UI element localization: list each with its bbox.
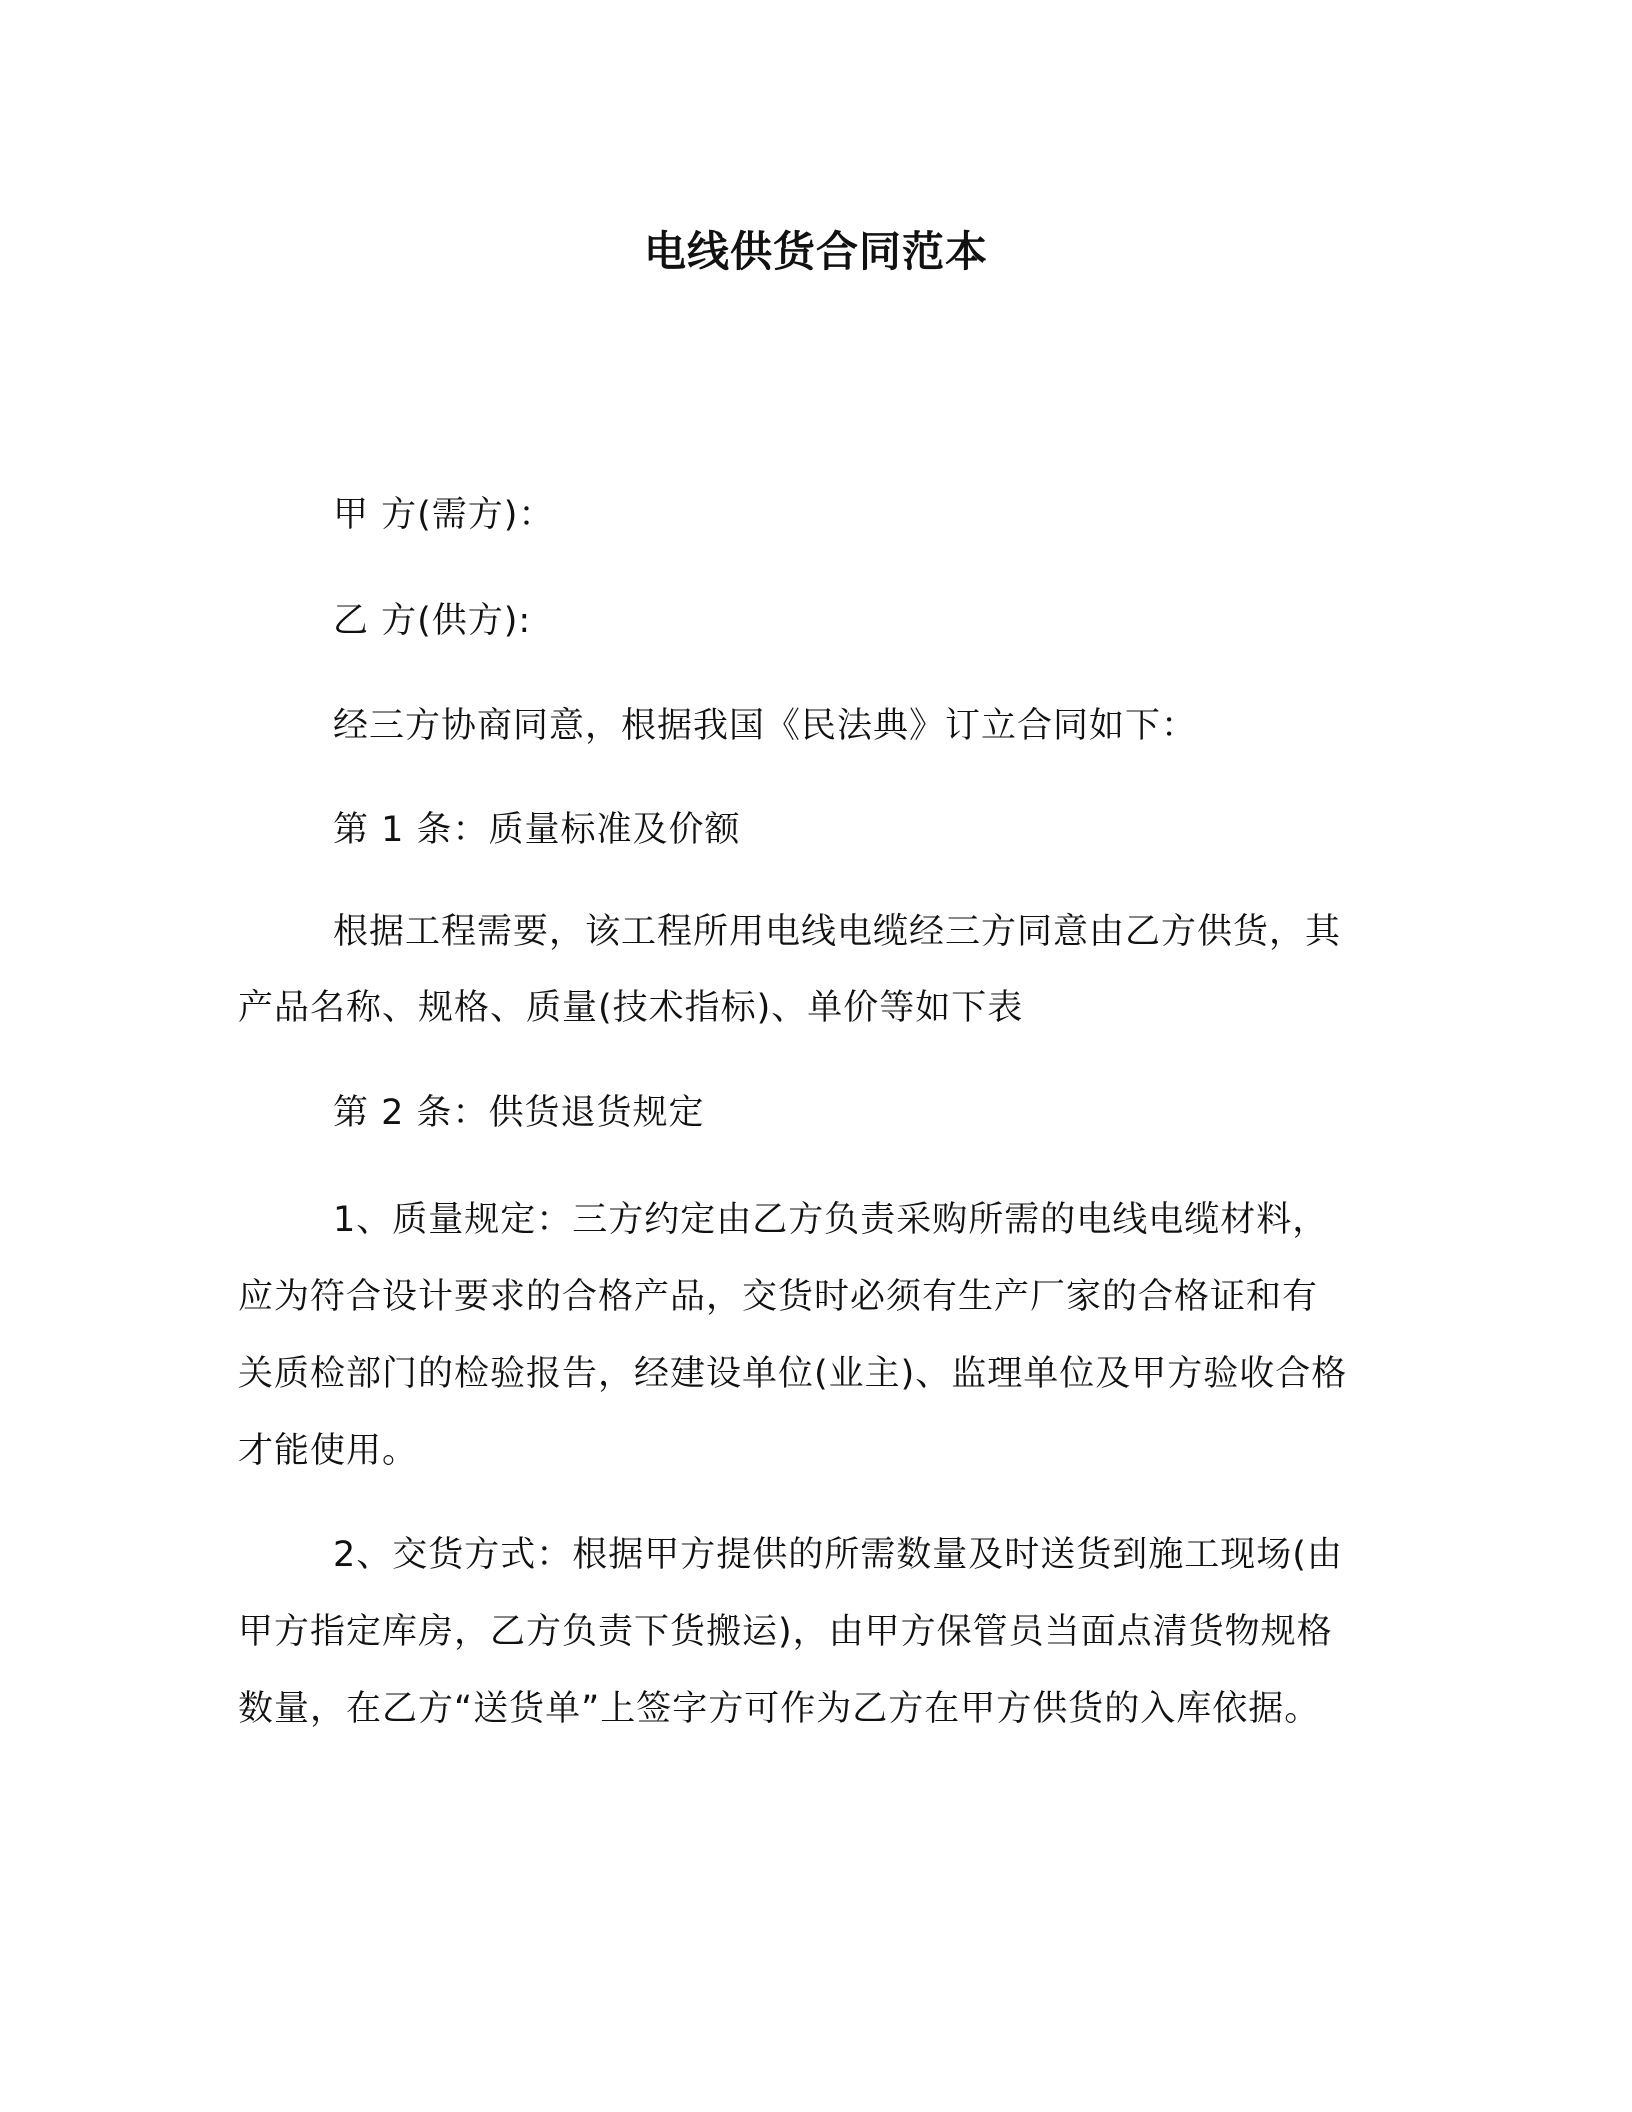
preamble-line: 经三方协商同意，根据我国《民法典》订立合同如下： [333, 706, 1198, 746]
document-title: 电线供货合同范本 [643, 227, 988, 276]
article-1-paragraph-line: 产品名称、规格、质量(技术指标)、单价等如下表 [238, 988, 1024, 1028]
article-2-item-2-line: 甲方指定库房，乙方负责下货搬运)，由甲方保管员当面点清货物规格 [238, 1612, 1333, 1652]
party-a-line: 甲 方(需方)： [333, 495, 555, 535]
article-1-heading: 第 1 条：质量标准及价额 [333, 810, 741, 850]
article-2-item-1-line: 才能使用。 [238, 1431, 419, 1471]
article-2-item-2-line: 2、交货方式：根据甲方提供的所需数量及时送货到施工现场(由 [333, 1535, 1343, 1575]
article-2-item-2-line: 数量，在乙方“送货单”上签字方可作为乙方在甲方供货的入库依据。 [238, 1689, 1321, 1729]
article-2-heading: 第 2 条：供货退货规定 [333, 1093, 705, 1133]
party-b-line: 乙 方(供方): [333, 601, 532, 641]
article-2-item-1-line: 1、质量规定：三方约定由乙方负责采购所需的电线电缆材料， [333, 1200, 1329, 1240]
article-1-paragraph-line: 根据工程需要，该工程所用电线电缆经三方同意由乙方供货，其 [333, 912, 1342, 952]
article-2-item-1-line: 关质检部门的检验报告，经建设单位(业主)、监理单位及甲方验收合格 [238, 1354, 1348, 1394]
article-2-item-1-line: 应为符合设计要求的合格产品，交货时必须有生产厂家的合格证和有 [238, 1277, 1319, 1317]
